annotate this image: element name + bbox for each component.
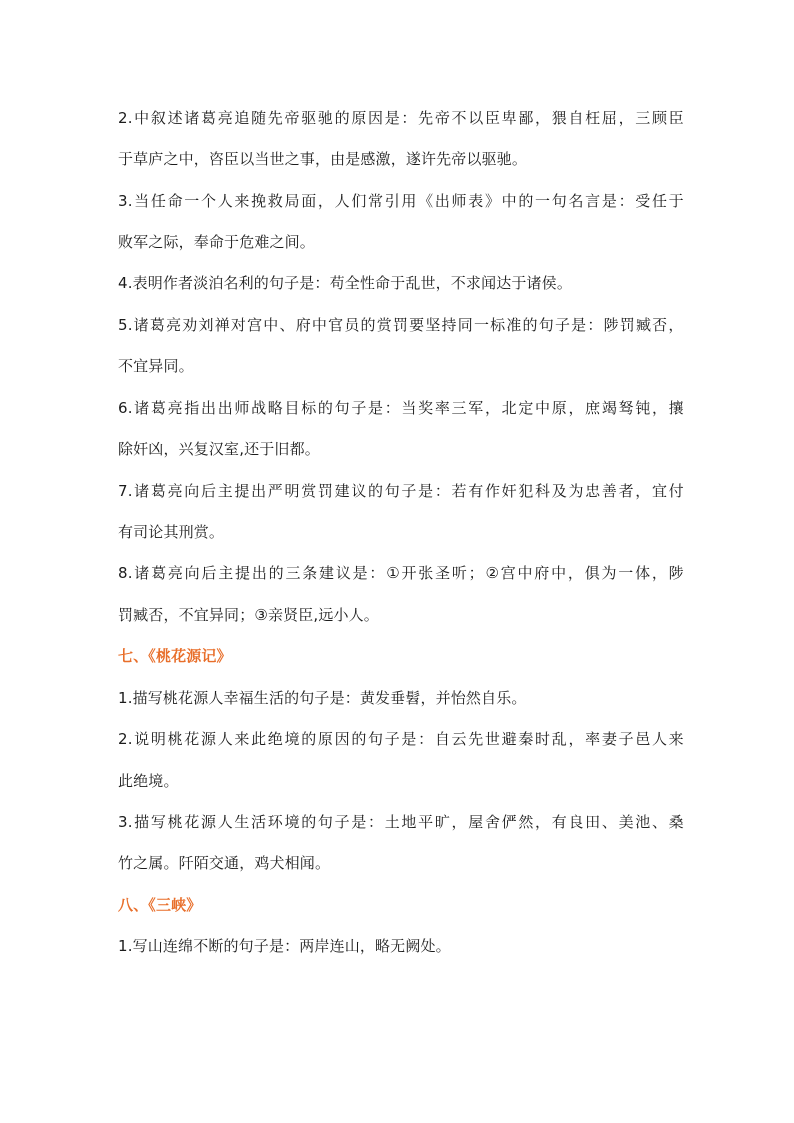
text-glyph: 然 bbox=[518, 813, 534, 831]
text-glyph: 北 bbox=[501, 399, 517, 417]
text-glyph: ： bbox=[401, 109, 417, 127]
text-glyph: ， bbox=[535, 813, 551, 831]
text-glyph: 后 bbox=[201, 564, 217, 582]
text-glyph: 句 bbox=[551, 192, 567, 210]
text-glyph: 因 bbox=[334, 730, 350, 748]
text-glyph: 屋 bbox=[468, 813, 484, 831]
text-glyph: 中 bbox=[501, 192, 517, 210]
text-glyph: 时 bbox=[535, 730, 551, 748]
text-glyph: 中 bbox=[535, 399, 551, 417]
text-glyph: 赏 bbox=[301, 482, 317, 500]
text-glyph: 诸 bbox=[184, 109, 200, 127]
text-glyph: 一 bbox=[535, 192, 551, 210]
text-glyph: 不 bbox=[451, 109, 467, 127]
text-glyph: 鄙 bbox=[518, 109, 534, 127]
text-glyph: 目 bbox=[284, 399, 300, 417]
text-glyph: ， bbox=[484, 399, 501, 417]
text-glyph: 是 bbox=[368, 399, 384, 417]
text-glyph: 原 bbox=[551, 399, 567, 417]
text-glyph: 避 bbox=[501, 730, 517, 748]
text-glyph: 葛 bbox=[150, 482, 167, 500]
text-glyph: 同 bbox=[457, 316, 473, 334]
text-glyph: ① bbox=[386, 564, 400, 582]
text-glyph: 》 bbox=[484, 192, 501, 210]
text-glyph: 2. bbox=[118, 109, 133, 127]
text-glyph: 攘 bbox=[668, 399, 684, 417]
text-glyph: 向 bbox=[184, 482, 200, 500]
text-glyph: 忠 bbox=[585, 482, 601, 500]
text-glyph: 有 bbox=[468, 482, 484, 500]
text-glyph: 8. bbox=[118, 564, 133, 582]
text-glyph: 明 bbox=[150, 730, 167, 748]
paragraph-line bbox=[118, 192, 684, 210]
text-glyph: 陟 bbox=[668, 564, 684, 582]
text-glyph: 一 bbox=[473, 316, 490, 334]
text-glyph: 的 bbox=[317, 399, 334, 417]
text-glyph: 是 bbox=[352, 564, 368, 582]
text-glyph: 活 bbox=[251, 813, 267, 831]
paragraph-line bbox=[118, 316, 684, 334]
paragraph-line: 于草庐之中，咨臣以当世之事，由是感激，遂许先帝以驱驰。 bbox=[118, 150, 528, 168]
text-glyph: 中 bbox=[134, 109, 150, 127]
paragraph-line: 1.描写桃花源人幸福生活的句子是：黄发垂髫，并怡然自乐。 bbox=[118, 689, 527, 707]
text-glyph: 帝 bbox=[434, 109, 450, 127]
text-glyph: 出 bbox=[251, 564, 267, 582]
text-glyph: 员 bbox=[344, 316, 360, 334]
text-glyph: 秦 bbox=[518, 730, 534, 748]
text-glyph: 否 bbox=[652, 316, 668, 334]
text-glyph: 自 bbox=[568, 109, 584, 127]
text-glyph: 6. bbox=[118, 399, 133, 417]
text-glyph: 主 bbox=[218, 564, 234, 582]
text-glyph: 屈 bbox=[601, 109, 618, 127]
text-glyph: 池 bbox=[635, 813, 651, 831]
text-glyph: 出 bbox=[434, 192, 450, 210]
text-glyph: 葛 bbox=[150, 399, 167, 417]
text-glyph: 诸 bbox=[134, 564, 150, 582]
text-glyph: 竭 bbox=[601, 399, 618, 417]
paragraph-line: 败军之际，奉命于危难之间。 bbox=[118, 233, 315, 251]
text-glyph: ， bbox=[317, 192, 334, 210]
text-glyph: ： bbox=[618, 192, 634, 210]
text-glyph: 三 bbox=[635, 109, 651, 127]
paragraph-line: 除奸凶，兴复汉室,还于旧都。 bbox=[118, 440, 320, 458]
text-glyph: 源 bbox=[200, 730, 217, 748]
text-glyph: 出 bbox=[217, 399, 233, 417]
text-glyph: 帝 bbox=[284, 109, 300, 127]
text-glyph: 建 bbox=[334, 482, 350, 500]
text-glyph: 子 bbox=[334, 813, 350, 831]
text-glyph: 的 bbox=[334, 109, 350, 127]
text-glyph: 、 bbox=[601, 813, 618, 831]
text-glyph: 子 bbox=[618, 730, 634, 748]
text-glyph: 略 bbox=[267, 399, 283, 417]
text-glyph: 的 bbox=[301, 813, 317, 831]
text-glyph: 战 bbox=[251, 399, 267, 417]
text-glyph: 指 bbox=[184, 399, 200, 417]
text-glyph: 句 bbox=[384, 482, 400, 500]
text-glyph: 作 bbox=[484, 482, 501, 500]
text-glyph: 、 bbox=[651, 813, 668, 831]
text-glyph: 常 bbox=[368, 192, 384, 210]
text-glyph: 子 bbox=[351, 399, 367, 417]
text-glyph: 世 bbox=[484, 730, 501, 748]
text-glyph: 犯 bbox=[518, 482, 534, 500]
text-glyph: 2. bbox=[118, 730, 133, 748]
text-glyph: 3. bbox=[118, 813, 133, 831]
text-glyph: 中 bbox=[517, 564, 533, 582]
text-glyph: 源 bbox=[200, 813, 217, 831]
text-glyph: 花 bbox=[184, 813, 200, 831]
text-glyph: 亮 bbox=[167, 564, 184, 582]
text-glyph: 亮 bbox=[167, 482, 183, 500]
text-glyph: 亮 bbox=[167, 399, 183, 417]
text-glyph: 条 bbox=[302, 564, 318, 582]
text-glyph: 任 bbox=[651, 192, 668, 210]
text-glyph: 议 bbox=[351, 482, 367, 500]
text-glyph: 用 bbox=[401, 192, 417, 210]
text-glyph: 标 bbox=[301, 399, 317, 417]
text-glyph: ， bbox=[568, 730, 584, 748]
text-glyph: 诸 bbox=[134, 482, 150, 500]
section-heading: 七、《桃花源记》 bbox=[118, 647, 232, 665]
text-glyph: 张 bbox=[418, 564, 434, 582]
section-heading: 八、《三峡》 bbox=[118, 896, 202, 914]
text-glyph: ， bbox=[651, 399, 668, 417]
text-glyph: 臣 bbox=[668, 109, 684, 127]
text-glyph: 挽 bbox=[251, 192, 267, 210]
text-glyph: ， bbox=[568, 399, 584, 417]
text-glyph: 境 bbox=[284, 813, 300, 831]
text-glyph: ； bbox=[468, 564, 484, 582]
text-glyph: 人 bbox=[217, 730, 233, 748]
text-glyph: 子 bbox=[384, 730, 400, 748]
paragraph-line: 此绝境。 bbox=[118, 772, 179, 790]
text-glyph: 名 bbox=[568, 192, 584, 210]
text-glyph: 自 bbox=[434, 730, 450, 748]
text-glyph: 当 bbox=[401, 399, 417, 417]
text-glyph: 驱 bbox=[301, 109, 317, 127]
text-glyph: 花 bbox=[184, 730, 200, 748]
text-glyph: 有 bbox=[551, 813, 567, 831]
text-glyph: 府 bbox=[295, 316, 311, 334]
text-glyph: 原 bbox=[317, 730, 334, 748]
text-glyph: 罚 bbox=[619, 316, 635, 334]
text-glyph: 要 bbox=[409, 316, 425, 334]
text-glyph: ， bbox=[535, 109, 551, 127]
text-glyph: 宫 bbox=[247, 316, 263, 334]
text-glyph: 诸 bbox=[134, 399, 150, 417]
text-glyph: 圣 bbox=[435, 564, 451, 582]
paragraph-line bbox=[118, 399, 684, 417]
paragraph-line bbox=[118, 813, 684, 831]
text-glyph: 的 bbox=[360, 316, 376, 334]
text-glyph: 俨 bbox=[501, 813, 517, 831]
text-glyph: 坚 bbox=[425, 316, 441, 334]
text-glyph: 的 bbox=[368, 482, 384, 500]
text-glyph: 说 bbox=[134, 730, 150, 748]
text-glyph: 以 bbox=[468, 109, 484, 127]
text-glyph: 是 bbox=[401, 730, 417, 748]
paragraph-line: 罚臧否，不宜异同；③亲贤臣,远小人。 bbox=[118, 606, 379, 624]
text-glyph: 严 bbox=[267, 482, 283, 500]
text-glyph: 一 bbox=[184, 192, 200, 210]
text-glyph: 是 bbox=[601, 192, 618, 210]
text-glyph: 奸 bbox=[501, 482, 517, 500]
text-glyph: 宫 bbox=[500, 564, 516, 582]
text-glyph: 子 bbox=[401, 482, 417, 500]
text-glyph: 《 bbox=[418, 192, 434, 210]
text-glyph: 提 bbox=[234, 482, 250, 500]
text-glyph: 奖 bbox=[418, 399, 434, 417]
text-glyph: 对 bbox=[230, 316, 247, 334]
text-glyph: 科 bbox=[535, 482, 551, 500]
text-glyph: 顾 bbox=[651, 109, 668, 127]
text-glyph: 率 bbox=[434, 399, 450, 417]
text-glyph: 随 bbox=[251, 109, 267, 127]
text-glyph: 师 bbox=[234, 399, 250, 417]
text-glyph: ， bbox=[567, 564, 584, 582]
text-glyph: 宜 bbox=[651, 482, 668, 500]
text-glyph: 中 bbox=[311, 316, 328, 334]
paragraph-line: 不宜异同。 bbox=[118, 357, 194, 375]
text-glyph: 为 bbox=[568, 482, 584, 500]
text-glyph: 句 bbox=[317, 813, 334, 831]
text-glyph: 平 bbox=[418, 813, 434, 831]
text-glyph: 俱 bbox=[584, 564, 600, 582]
text-glyph: 是 bbox=[384, 109, 400, 127]
text-glyph: 、 bbox=[279, 316, 295, 334]
text-glyph: 个 bbox=[200, 192, 217, 210]
text-glyph: 后 bbox=[200, 482, 217, 500]
text-glyph: 卑 bbox=[501, 109, 517, 127]
text-glyph: 庶 bbox=[585, 399, 601, 417]
text-glyph: 叙 bbox=[150, 109, 167, 127]
text-glyph: 准 bbox=[506, 316, 522, 334]
text-glyph: 环 bbox=[267, 813, 283, 831]
text-glyph: 若 bbox=[451, 482, 467, 500]
text-glyph: 追 bbox=[234, 109, 250, 127]
text-glyph: 三 bbox=[451, 399, 467, 417]
text-glyph: 驽 bbox=[618, 399, 634, 417]
text-glyph: 人 bbox=[217, 813, 233, 831]
text-glyph: 诸 bbox=[133, 316, 149, 334]
text-glyph: ， bbox=[451, 813, 467, 831]
text-glyph: 者 bbox=[618, 482, 634, 500]
text-glyph: 一 bbox=[618, 564, 634, 582]
paragraph-line: 竹之属。阡陌交通，鸡犬相闻。 bbox=[118, 854, 331, 872]
text-glyph: 来 bbox=[234, 730, 250, 748]
text-glyph: 陟 bbox=[603, 316, 619, 334]
text-glyph: 述 bbox=[167, 109, 183, 127]
text-glyph: 3. bbox=[118, 192, 133, 210]
text-glyph: 桑 bbox=[668, 813, 684, 831]
text-glyph: 们 bbox=[351, 192, 367, 210]
text-glyph: 写 bbox=[150, 813, 167, 831]
text-glyph: 驰 bbox=[317, 109, 334, 127]
text-glyph: 葛 bbox=[151, 564, 167, 582]
text-glyph: 句 bbox=[368, 730, 384, 748]
text-glyph: 来 bbox=[668, 730, 684, 748]
text-glyph: 境 bbox=[284, 730, 300, 748]
text-glyph: 7. bbox=[118, 482, 133, 500]
text-glyph: 听 bbox=[451, 564, 468, 582]
text-glyph: ： bbox=[368, 813, 384, 831]
text-glyph: 定 bbox=[518, 399, 534, 417]
text-glyph: 亮 bbox=[217, 109, 233, 127]
text-glyph: 任 bbox=[150, 192, 167, 210]
text-glyph: ： bbox=[587, 316, 603, 334]
text-glyph: 是 bbox=[351, 813, 367, 831]
text-glyph: 引 bbox=[384, 192, 400, 210]
text-glyph: 绝 bbox=[267, 730, 283, 748]
text-glyph: 的 bbox=[518, 192, 534, 210]
text-glyph: 中 bbox=[551, 564, 567, 582]
text-glyph: ： bbox=[384, 399, 400, 417]
text-glyph: 师 bbox=[451, 192, 467, 210]
text-glyph: 葛 bbox=[149, 316, 166, 334]
text-glyph: 救 bbox=[267, 192, 283, 210]
text-glyph: 赏 bbox=[376, 316, 392, 334]
paragraph-line bbox=[118, 482, 684, 500]
text-glyph: 付 bbox=[668, 482, 684, 500]
text-glyph: 建 bbox=[319, 564, 335, 582]
paragraph-line bbox=[118, 730, 684, 748]
text-glyph: 标 bbox=[490, 316, 506, 334]
text-glyph: 罚 bbox=[392, 316, 409, 334]
text-glyph: 是 bbox=[571, 316, 587, 334]
text-glyph: 当 bbox=[134, 192, 150, 210]
text-glyph: 钝 bbox=[635, 399, 651, 417]
text-glyph: 人 bbox=[651, 730, 668, 748]
text-glyph: 来 bbox=[234, 192, 250, 210]
text-glyph: 于 bbox=[668, 192, 684, 210]
paragraph-line: 1.写山连绵不断的句子是：两岸连山，略无阙处。 bbox=[118, 937, 451, 955]
text-glyph: 议 bbox=[335, 564, 351, 582]
text-glyph: 人 bbox=[217, 192, 233, 210]
text-glyph: 地 bbox=[401, 813, 417, 831]
text-glyph: 句 bbox=[538, 316, 554, 334]
text-glyph: 桃 bbox=[167, 813, 183, 831]
text-glyph: 为 bbox=[601, 564, 617, 582]
text-glyph: 官 bbox=[328, 316, 344, 334]
paragraph-line: 4.表明作者淡泊名利的句子是：苟全性命于乱世，不求闻达于诸侯。 bbox=[118, 274, 572, 292]
text-glyph: 的 bbox=[522, 316, 538, 334]
text-glyph: 表 bbox=[468, 192, 484, 210]
text-glyph: 田 bbox=[585, 813, 601, 831]
text-glyph: ： bbox=[369, 564, 385, 582]
text-glyph: 良 bbox=[568, 813, 584, 831]
text-glyph: ， bbox=[618, 109, 634, 127]
text-glyph: 善 bbox=[601, 482, 618, 500]
text-glyph: 及 bbox=[551, 482, 567, 500]
text-glyph: 子 bbox=[554, 316, 571, 334]
text-glyph: 持 bbox=[441, 316, 457, 334]
paragraph-line bbox=[118, 564, 684, 582]
text-glyph: 面 bbox=[301, 192, 317, 210]
text-glyph: 出 bbox=[251, 482, 267, 500]
text-glyph: 先 bbox=[468, 730, 484, 748]
text-glyph: 的 bbox=[268, 564, 284, 582]
text-glyph: 臣 bbox=[484, 109, 501, 127]
text-glyph: 原 bbox=[351, 109, 367, 127]
text-glyph: 命 bbox=[167, 192, 183, 210]
text-glyph: 旷 bbox=[434, 813, 450, 831]
text-glyph: 邑 bbox=[635, 730, 651, 748]
text-glyph: 句 bbox=[334, 399, 350, 417]
text-glyph: 舍 bbox=[484, 813, 501, 831]
text-glyph: 因 bbox=[368, 109, 384, 127]
text-glyph: 出 bbox=[200, 399, 217, 417]
text-glyph: 罚 bbox=[317, 482, 334, 500]
text-glyph: ② bbox=[485, 564, 500, 582]
text-glyph: 桃 bbox=[167, 730, 183, 748]
text-glyph: 明 bbox=[284, 482, 300, 500]
text-glyph: 三 bbox=[285, 564, 301, 582]
text-glyph: ： bbox=[418, 730, 434, 748]
text-glyph: ， bbox=[635, 482, 651, 500]
text-glyph: 禅 bbox=[214, 316, 230, 334]
text-glyph: 的 bbox=[351, 730, 367, 748]
text-glyph: 人 bbox=[334, 192, 350, 210]
text-glyph: 生 bbox=[234, 813, 250, 831]
text-glyph: 提 bbox=[235, 564, 251, 582]
text-glyph: ： bbox=[434, 482, 450, 500]
text-glyph: 土 bbox=[384, 813, 400, 831]
paragraph-line: 有司论其刑赏。 bbox=[118, 523, 225, 541]
text-glyph: 先 bbox=[418, 109, 434, 127]
text-glyph: 体 bbox=[635, 564, 651, 582]
text-glyph: 猥 bbox=[551, 109, 567, 127]
text-glyph: 5. bbox=[118, 316, 133, 334]
text-glyph: 的 bbox=[301, 730, 317, 748]
text-glyph: 云 bbox=[451, 730, 467, 748]
text-glyph: 中 bbox=[263, 316, 279, 334]
text-glyph: 刘 bbox=[198, 316, 214, 334]
text-glyph: 劝 bbox=[182, 316, 198, 334]
text-glyph: 美 bbox=[618, 813, 634, 831]
text-glyph: 枉 bbox=[585, 109, 601, 127]
text-glyph: 向 bbox=[184, 564, 200, 582]
text-glyph: 乱 bbox=[551, 730, 567, 748]
text-glyph: 妻 bbox=[601, 730, 618, 748]
text-glyph: 臧 bbox=[635, 316, 652, 334]
paragraph-line bbox=[118, 109, 684, 127]
text-glyph: 军 bbox=[468, 399, 484, 417]
text-glyph: 言 bbox=[585, 192, 601, 210]
text-glyph: ， bbox=[668, 316, 684, 334]
text-glyph: 开 bbox=[401, 564, 417, 582]
text-glyph: 率 bbox=[585, 730, 601, 748]
text-glyph: 局 bbox=[284, 192, 300, 210]
text-glyph: 府 bbox=[534, 564, 550, 582]
text-glyph: 描 bbox=[134, 813, 150, 831]
text-glyph: 先 bbox=[267, 109, 283, 127]
text-glyph: 主 bbox=[217, 482, 233, 500]
text-glyph: 此 bbox=[251, 730, 267, 748]
text-glyph: 受 bbox=[635, 192, 651, 210]
text-glyph: ， bbox=[651, 564, 668, 582]
text-glyph: 是 bbox=[418, 482, 434, 500]
text-glyph: 亮 bbox=[166, 316, 182, 334]
text-glyph: 葛 bbox=[200, 109, 217, 127]
